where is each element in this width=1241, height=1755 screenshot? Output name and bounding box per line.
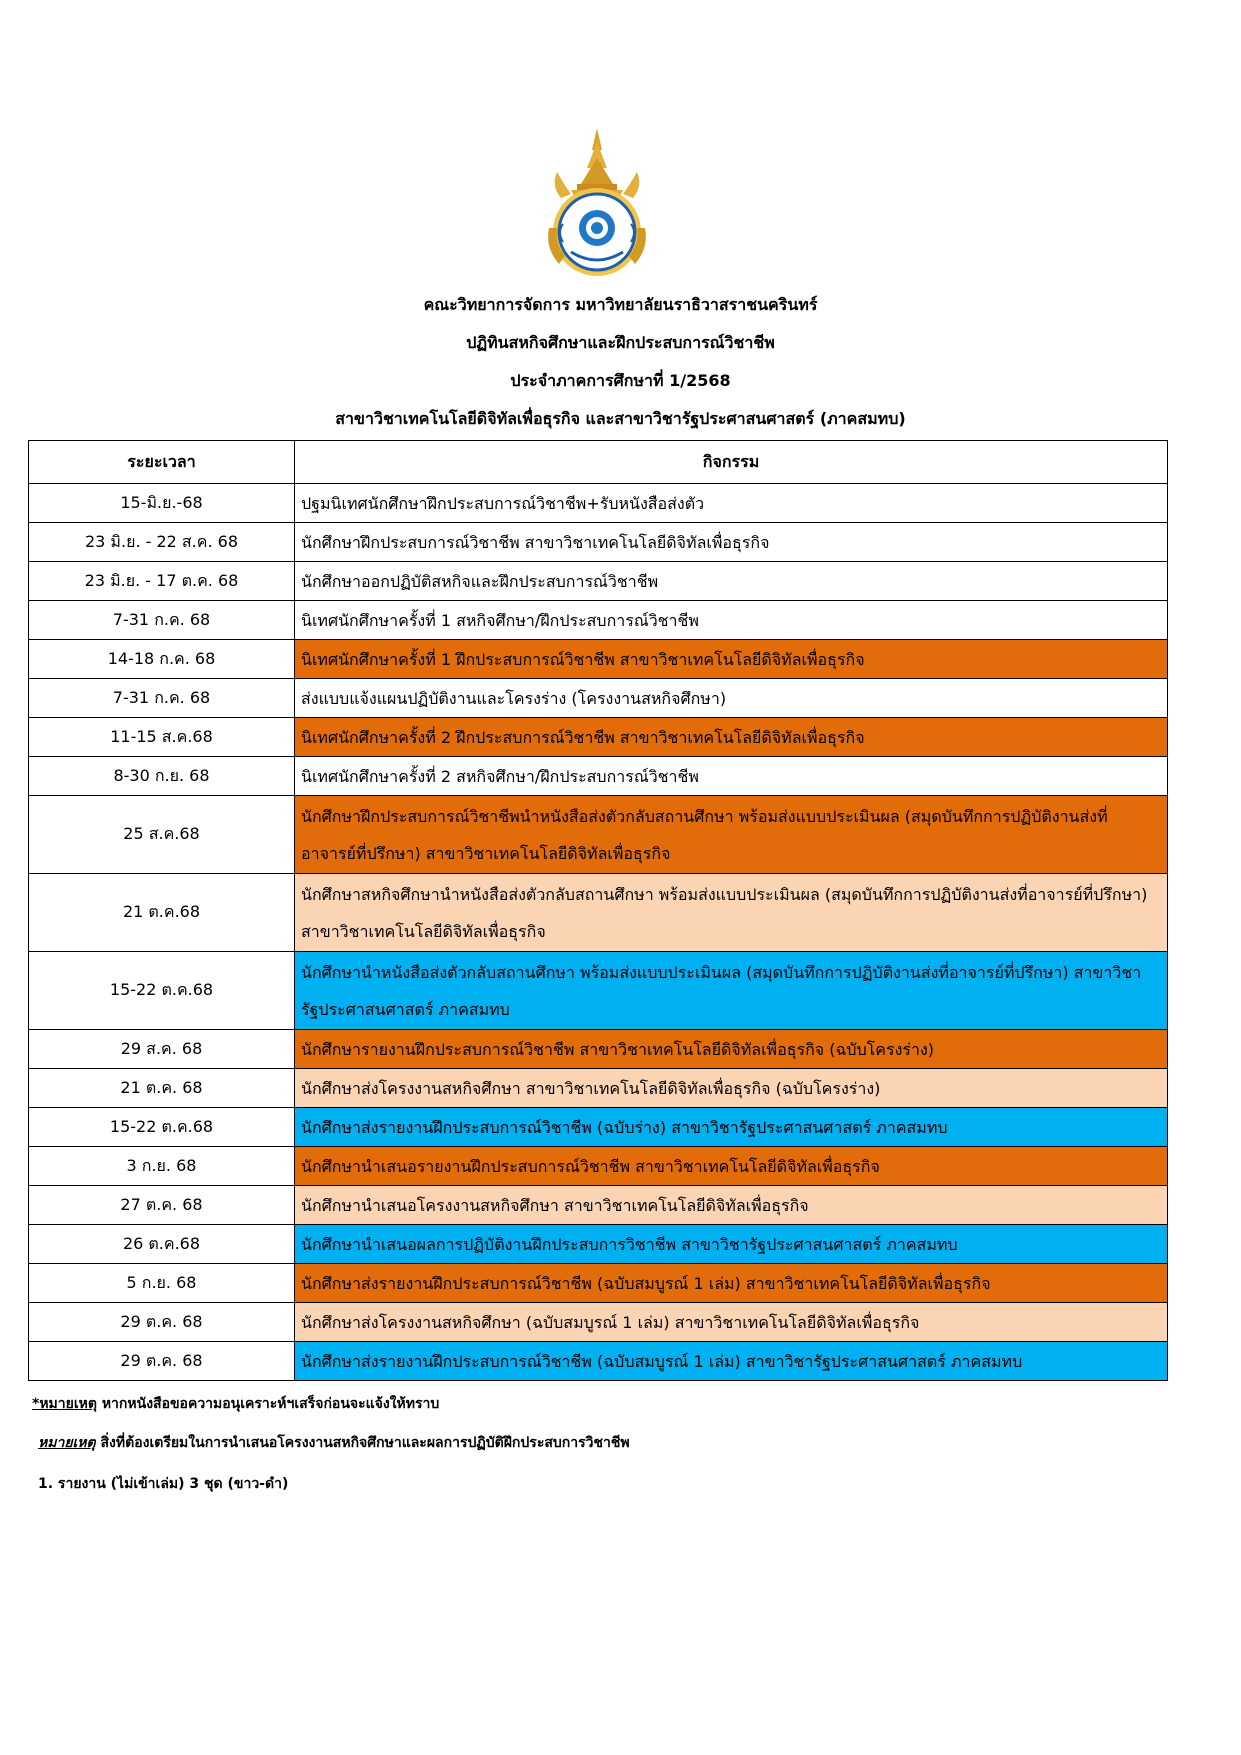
period-cell: 11-15 ส.ค.68 [29,718,295,757]
activity-cell: นักศึกษาส่งโครงงานสหกิจศึกษา สาขาวิชาเทคโนโลยีดิจิทัลเพื่อธุรกิจ (ฉบับโครงร่าง) [295,1069,1168,1108]
note-2 [38,1432,630,1454]
university-emblem-logo [541,128,653,280]
table-row [29,1147,1168,1186]
table-row [29,1108,1168,1147]
activity-cell: นักศึกษาส่งรายงานฝึกประสบการณ์วิชาชีพ (ฉบับร่าง) สาขาวิชารัฐประศาสนศาสตร์ ภาคสมทบ [295,1108,1168,1147]
table-row [29,1264,1168,1303]
period-cell: 29 ส.ค. 68 [29,1030,295,1069]
activity-cell: ส่งแบบแจ้งแผนปฏิบัติงานและโครงร่าง (โครงงานสหกิจศึกษา) [295,679,1168,718]
table-row [29,1186,1168,1225]
programs-title: สาขาวิชาเทคโนโลยีดิจิทัลเพื่อธุรกิจ และสาขาวิชารัฐประศาสนศาสตร์ (ภาคสมทบ) [335,409,906,428]
column-header-activity: กิจกรรม [295,441,1168,484]
table-row [29,718,1168,757]
activity-cell: นักศึกษานำเสนอโครงงานสหกิจศึกษา สาขาวิชาเทคโนโลยีดิจิทัลเพื่อธุรกิจ [295,1186,1168,1225]
table-row [29,796,1168,874]
table-row [29,484,1168,523]
activity-cell: นิเทศนักศึกษาครั้งที่ 1 ฝึกประสบการณ์วิชาชีพ สาขาวิชาเทคโนโลยีดิจิทัลเพื่อธุรกิจ [295,640,1168,679]
period-cell: 14-18 ก.ค. 68 [29,640,295,679]
activity-cell: นิเทศนักศึกษาครั้งที่ 1 สหกิจศึกษา/ฝึกประสบการณ์วิชาชีพ [295,601,1168,640]
schedule-table-body [29,484,1168,1381]
table-row [29,874,1168,952]
period-cell: 27 ต.ค. 68 [29,1186,295,1225]
period-cell: 23 มิ.ย. - 17 ต.ค. 68 [29,562,295,601]
period-cell: 21 ต.ค. 68 [29,1069,295,1108]
activity-cell: นักศึกษาฝึกประสบการณ์วิชาชีพ สาขาวิชาเทคโนโลยีดิจิทัลเพื่อธุรกิจ [295,523,1168,562]
table-row [29,757,1168,796]
note-item-1: 1. รายงาน (ไม่เข้าเล่ม) 3 ชุด (ขาว-ดำ) [38,1476,289,1492]
table-row [29,523,1168,562]
faculty-title: คณะวิทยาการจัดการ มหาวิทยาลัยนราธิวาสราชนครินทร์ [423,295,818,314]
period-cell: 21 ต.ค.68 [29,874,295,952]
activity-cell: นักศึกษาส่งรายงานฝึกประสบการณ์วิชาชีพ (ฉบับสมบูรณ์ 1 เล่ม) สาขาวิชารัฐประศาสนศาสตร์ ภาคสมทบ [295,1342,1168,1381]
activity-cell: นักศึกษานำเสนอรายงานฝึกประสบการณ์วิชาชีพ สาขาวิชาเทคโนโลยีดิจิทัลเพื่อธุรกิจ [295,1147,1168,1186]
activity-cell: นักศึกษารายงานฝึกประสบการณ์วิชาชีพ สาขาวิชาเทคโนโลยีดิจิทัลเพื่อธุรกิจ (ฉบับโครงร่าง) [295,1030,1168,1069]
table-row [29,1225,1168,1264]
activity-cell: นักศึกษาออกปฏิบัติสหกิจและฝึกประสบการณ์วิชาชีพ [295,562,1168,601]
table-row [29,601,1168,640]
activity-cell: ปฐมนิเทศนักศึกษาฝึกประสบการณ์วิชาชีพ+รับหนังสือส่งตัว [295,484,1168,523]
table-row [29,640,1168,679]
table-row [29,1030,1168,1069]
note-2-text: สิ่งที่ต้องเตรียมในการนำเสนอโครงงานสหกิจศึกษาและผลการปฏิบัติฝึกประสบการวิชาชีพ [95,1435,630,1451]
table-row [29,1069,1168,1108]
activity-cell: นิเทศนักศึกษาครั้งที่ 2 สหกิจศึกษา/ฝึกประสบการณ์วิชาชีพ [295,757,1168,796]
period-cell: 15-22 ต.ค.68 [29,952,295,1030]
activity-cell: นักศึกษานำหนังสือส่งตัวกลับสถานศึกษา พร้อมส่งแบบประเมินผล (สมุดบันทึกการปฏิบัติงานส่งที่อาจารย์ที่ปรึกษา) สาขาวิชารัฐประศาสนศาสตร์ ภาคสมทบ [295,952,1168,1030]
activity-cell: นักศึกษานำเสนอผลการปฏิบัติงานฝึกประสบการวิชาชีพ สาขาวิชารัฐประศาสนศาสตร์ ภาคสมทบ [295,1225,1168,1264]
column-header-period: ระยะเวลา [29,441,295,484]
period-cell: 15-22 ต.ค.68 [29,1108,295,1147]
table-row [29,1342,1168,1381]
period-cell: 29 ต.ค. 68 [29,1342,295,1381]
note-1-text: หากหนังสือขอความอนุเคราะห์ฯเสร็จก่อนจะแจ้งให้ทราบ [96,1396,440,1412]
period-cell: 26 ต.ค.68 [29,1225,295,1264]
period-cell: 5 ก.ย. 68 [29,1264,295,1303]
activity-cell: นักศึกษาส่งรายงานฝึกประสบการณ์วิชาชีพ (ฉบับสมบูรณ์ 1 เล่ม) สาขาวิชาเทคโนโลยีดิจิทัลเพื่อธุรกิจ [295,1264,1168,1303]
activity-cell: นักศึกษาฝึกประสบการณ์วิชาชีพนำหนังสือส่งตัวกลับสถานศึกษา พร้อมส่งแบบประเมินผล (สมุดบันทึกการปฏิบัติงานส่งที่อาจารย์ที่ปรึกษา) สาขาวิชาเทคโนโลยีดิจิทัลเพื่อธุรกิจ [295,796,1168,874]
note-1 [32,1393,439,1415]
document-heading [0,286,1241,438]
period-cell: 7-31 ก.ค. 68 [29,679,295,718]
period-cell: 29 ต.ค. 68 [29,1303,295,1342]
period-cell: 7-31 ก.ค. 68 [29,601,295,640]
schedule-table [28,440,1168,1381]
table-row [29,1303,1168,1342]
activity-cell: นักศึกษาส่งโครงงานสหกิจศึกษา (ฉบับสมบูรณ์ 1 เล่ม) สาขาวิชาเทคโนโลยีดิจิทัลเพื่อธุรกิจ [295,1303,1168,1342]
activity-cell: นักศึกษาสหกิจศึกษานำหนังสือส่งตัวกลับสถานศึกษา พร้อมส่งแบบประเมินผล (สมุดบันทึกการปฏิบัติงานส่งที่อาจารย์ที่ปรึกษา) สาขาวิชาเทคโนโลยีดิจิทัลเพื่อธุรกิจ [295,874,1168,952]
period-cell: 15-มิ.ย.-68 [29,484,295,523]
calendar-title: ปฏิทินสหกิจศึกษาและฝึกประสบการณ์วิชาชีพ [466,333,775,352]
period-cell: 25 ส.ค.68 [29,796,295,874]
period-cell: 8-30 ก.ย. 68 [29,757,295,796]
table-header-row [29,441,1168,484]
period-cell: 3 ก.ย. 68 [29,1147,295,1186]
note-1-label: *หมายเหตุ [32,1396,97,1412]
table-row [29,679,1168,718]
period-cell: 23 มิ.ย. - 22 ส.ค. 68 [29,523,295,562]
table-row [29,562,1168,601]
semester-title: ประจำภาคการศึกษาที่ 1/2568 [510,371,731,390]
activity-cell: นิเทศนักศึกษาครั้งที่ 2 ฝึกประสบการณ์วิชาชีพ สาขาวิชาเทคโนโลยีดิจิทัลเพื่อธุรกิจ [295,718,1168,757]
note-2-label: หมายเหตุ [38,1435,96,1451]
table-row [29,952,1168,1030]
